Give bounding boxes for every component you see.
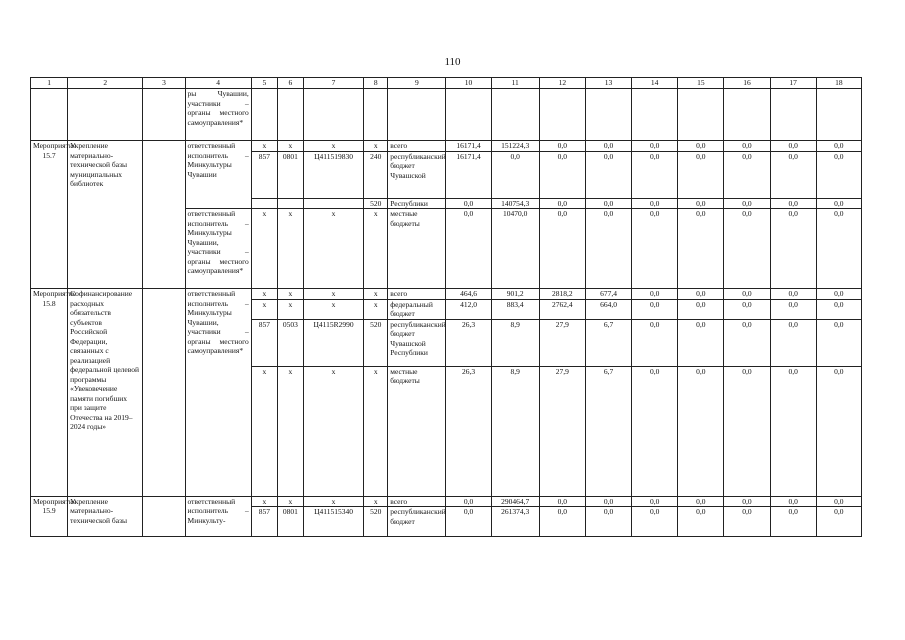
value-cell: 883,4 <box>491 299 539 319</box>
header-cell: 6 <box>277 78 303 89</box>
header-cell: 11 <box>491 78 539 89</box>
code-cell-c8: x <box>364 141 388 152</box>
executor-cell: ответственный исполнитель – Минкульту- <box>185 496 251 537</box>
value-cell: 0,0 <box>770 496 816 507</box>
code-cell-c5: 857 <box>251 319 277 366</box>
measure-id-cell: Мероприятие 15.8 <box>31 289 68 497</box>
code-cell-c7: Ц411515340 <box>303 507 363 537</box>
value-cell: 10470,0 <box>491 209 539 289</box>
value-cell: 261374,3 <box>491 507 539 537</box>
code-cell-c6: 0801 <box>277 507 303 537</box>
code-cell-c5: x <box>251 209 277 289</box>
value-cell: 0,0 <box>678 507 724 537</box>
value-cell: 0,0 <box>632 141 678 152</box>
code-cell-c7: Ц411519830 <box>303 151 363 198</box>
code-cell-c7: x <box>303 209 363 289</box>
code-cell-c5: x <box>251 141 277 152</box>
code-cell-c8: x <box>364 299 388 319</box>
value-cell: 0,0 <box>678 366 724 496</box>
funding-source-cell: местные бюджеты <box>388 366 446 496</box>
value-cell: 0,0 <box>816 299 861 319</box>
code-cell-c6: x <box>277 289 303 300</box>
funding-source-cell: местные бюджеты <box>388 209 446 289</box>
value-cell: 0,0 <box>816 289 861 300</box>
value-cell: 0,0 <box>632 507 678 537</box>
value-cell: 0,0 <box>770 319 816 366</box>
value-cell: 0,0 <box>678 151 724 198</box>
value-cell: 0,0 <box>816 209 861 289</box>
page-number: 110 <box>444 56 461 68</box>
code-cell-c5: 857 <box>251 507 277 537</box>
value-cell: 0,0 <box>770 198 816 209</box>
code-cell-c8: x <box>364 209 388 289</box>
code-cell-c5: x <box>251 496 277 507</box>
code-cell-c7: x <box>303 366 363 496</box>
code-cell-c7: x <box>303 289 363 300</box>
value-cell: 0,0 <box>539 209 585 289</box>
value-cell: 0,0 <box>678 319 724 366</box>
value-cell: 26,3 <box>446 366 491 496</box>
table-row <box>31 496 862 507</box>
empty-cell <box>143 496 185 537</box>
funding-source-cell: республиканский бюджет Чувашской Республики <box>388 319 446 366</box>
code-cell-c8: x <box>364 289 388 300</box>
value-cell: 16171,4 <box>446 141 491 152</box>
executor-cell: ры Чувашии, участники – органы местного самоуправления* <box>185 89 251 141</box>
code-cell-c8: 240 <box>364 151 388 198</box>
value-cell: 2762,4 <box>539 299 585 319</box>
measure-name-cell: Укрепление материально-технической базы муниципальных библиотек <box>68 141 143 289</box>
code-cell-c7: x <box>303 496 363 507</box>
value-cell: 0,0 <box>585 496 631 507</box>
value-cell: 2818,2 <box>539 289 585 300</box>
value-cell: 0,0 <box>585 209 631 289</box>
code-cell-c6: x <box>277 496 303 507</box>
value-cell: 0,0 <box>678 289 724 300</box>
code-cell-c6 <box>277 198 303 209</box>
code-cell-c8: x <box>364 496 388 507</box>
measure-id-cell: Мероприятие 15.9 <box>31 496 68 537</box>
code-cell-c7 <box>303 198 363 209</box>
value-cell: 0,0 <box>724 289 770 300</box>
code-cell-c6: 0801 <box>277 151 303 198</box>
value-cell: 16171,4 <box>446 151 491 198</box>
value-cell: 0,0 <box>770 507 816 537</box>
value-cell: 0,0 <box>724 198 770 209</box>
value-cell: 0,0 <box>816 366 861 496</box>
header-cell: 12 <box>539 78 585 89</box>
code-cell-c6: x <box>277 209 303 289</box>
funding-source-cell: всего <box>388 289 446 300</box>
value-cell: 0,0 <box>539 151 585 198</box>
code-cell-c5: x <box>251 299 277 319</box>
value-cell: 6,7 <box>585 366 631 496</box>
header-cell: 1 <box>31 78 68 89</box>
value-cell: 0,0 <box>632 299 678 319</box>
budget-table <box>30 77 862 537</box>
value-cell: 0,0 <box>491 151 539 198</box>
value-cell: 0,0 <box>539 141 585 152</box>
code-cell-c7: x <box>303 141 363 152</box>
code-cell-c8: 520 <box>364 507 388 537</box>
table-row <box>31 289 862 300</box>
header-cell: 16 <box>724 78 770 89</box>
code-cell-c6: x <box>277 141 303 152</box>
value-cell: 0,0 <box>539 198 585 209</box>
value-cell: 6,7 <box>585 319 631 366</box>
code-cell-c8: 520 <box>364 319 388 366</box>
header-cell: 3 <box>143 78 185 89</box>
value-cell: 27,9 <box>539 366 585 496</box>
value-cell: 0,0 <box>770 209 816 289</box>
value-cell: 677,4 <box>585 289 631 300</box>
code-cell-c6: x <box>277 299 303 319</box>
value-cell: 0,0 <box>724 209 770 289</box>
value-cell: 0,0 <box>816 507 861 537</box>
funding-source-cell: всего <box>388 496 446 507</box>
header-cell: 5 <box>251 78 277 89</box>
code-cell-c5: x <box>251 366 277 496</box>
value-cell: 0,0 <box>539 496 585 507</box>
header-row <box>31 78 862 89</box>
code-cell-c7: Ц4115R2990 <box>303 319 363 366</box>
executor-cell: ответственный исполнитель – Минкультуры Чувашии <box>185 141 251 209</box>
value-cell: 0,0 <box>678 209 724 289</box>
header-cell: 4 <box>185 78 251 89</box>
code-cell-c7: x <box>303 299 363 319</box>
value-cell: 412,0 <box>446 299 491 319</box>
value-cell: 0,0 <box>724 366 770 496</box>
measure-name-cell: Софинансирование расходных обязательств субъектов Российской Федерации, связанных с реализацией федеральной целевой программы «Увековечение памяти погибших при защите Отечества на 2019–2024 годы» <box>68 289 143 497</box>
value-cell: 0,0 <box>770 289 816 300</box>
value-cell: 464,6 <box>446 289 491 300</box>
value-cell: 0,0 <box>585 151 631 198</box>
value-cell: 0,0 <box>816 496 861 507</box>
value-cell: 140754,3 <box>491 198 539 209</box>
code-cell-c6: 0503 <box>277 319 303 366</box>
value-cell: 0,0 <box>632 289 678 300</box>
value-cell: 0,0 <box>678 299 724 319</box>
value-cell: 0,0 <box>816 141 861 152</box>
funding-source-cell: всего <box>388 141 446 152</box>
value-cell: 0,0 <box>724 299 770 319</box>
header-cell: 8 <box>364 78 388 89</box>
header-cell: 9 <box>388 78 446 89</box>
funding-source-cell: республиканский бюджет Чувашской <box>388 151 446 198</box>
value-cell: 0,0 <box>770 151 816 198</box>
value-cell: 0,0 <box>632 151 678 198</box>
value-cell: 0,0 <box>770 299 816 319</box>
empty-cell <box>143 289 185 497</box>
value-cell: 151224,3 <box>491 141 539 152</box>
continuation-row <box>31 89 862 141</box>
value-cell: 8,9 <box>491 366 539 496</box>
executor-cell: ответственный исполнитель – Минкультуры Чувашии, участники – органы местного самоуправления* <box>185 289 251 497</box>
header-cell: 15 <box>678 78 724 89</box>
code-cell-c5 <box>251 198 277 209</box>
value-cell: 0,0 <box>678 198 724 209</box>
funding-source-cell: республиканский бюджет <box>388 507 446 537</box>
header-cell: 17 <box>770 78 816 89</box>
value-cell: 0,0 <box>724 507 770 537</box>
value-cell: 0,0 <box>678 496 724 507</box>
value-cell: 0,0 <box>585 507 631 537</box>
measure-id-cell: Мероприятие 15.7 <box>31 141 68 289</box>
executor-cell: ответственный исполнитель – Минкультуры Чувашии, участники – органы местного самоуправления* <box>185 209 251 289</box>
value-cell: 901,2 <box>491 289 539 300</box>
value-cell: 0,0 <box>585 141 631 152</box>
code-cell-c6: x <box>277 366 303 496</box>
header-cell: 10 <box>446 78 491 89</box>
code-cell-c5: x <box>251 289 277 300</box>
code-cell-c5: 857 <box>251 151 277 198</box>
value-cell: 0,0 <box>724 151 770 198</box>
value-cell: 26,3 <box>446 319 491 366</box>
value-cell: 0,0 <box>632 209 678 289</box>
value-cell: 0,0 <box>446 198 491 209</box>
value-cell: 0,0 <box>724 496 770 507</box>
value-cell: 0,0 <box>446 507 491 537</box>
value-cell: 0,0 <box>585 198 631 209</box>
value-cell: 0,0 <box>770 366 816 496</box>
value-cell: 0,0 <box>632 319 678 366</box>
measure-name-cell: Укрепление материально-технической базы <box>68 496 143 537</box>
value-cell: 0,0 <box>632 198 678 209</box>
value-cell: 0,0 <box>678 141 724 152</box>
value-cell: 0,0 <box>816 319 861 366</box>
value-cell: 0,0 <box>446 209 491 289</box>
value-cell: 0,0 <box>816 151 861 198</box>
value-cell: 0,0 <box>724 319 770 366</box>
value-cell: 27,9 <box>539 319 585 366</box>
value-cell: 0,0 <box>539 507 585 537</box>
value-cell: 0,0 <box>770 141 816 152</box>
code-cell-c8: 520 <box>364 198 388 209</box>
funding-source-cell: Республики <box>388 198 446 209</box>
funding-source-cell: федеральный бюджет <box>388 299 446 319</box>
header-cell: 2 <box>68 78 143 89</box>
empty-cell <box>143 141 185 289</box>
value-cell: 0,0 <box>816 198 861 209</box>
table-row <box>31 141 862 152</box>
value-cell: 290464,7 <box>491 496 539 507</box>
value-cell: 664,0 <box>585 299 631 319</box>
header-cell: 13 <box>585 78 631 89</box>
value-cell: 8,9 <box>491 319 539 366</box>
value-cell: 0,0 <box>724 141 770 152</box>
header-cell: 18 <box>816 78 861 89</box>
value-cell: 0,0 <box>632 366 678 496</box>
code-cell-c8: x <box>364 366 388 496</box>
value-cell: 0,0 <box>632 496 678 507</box>
header-cell: 14 <box>632 78 678 89</box>
header-cell: 7 <box>303 78 363 89</box>
value-cell: 0,0 <box>446 496 491 507</box>
